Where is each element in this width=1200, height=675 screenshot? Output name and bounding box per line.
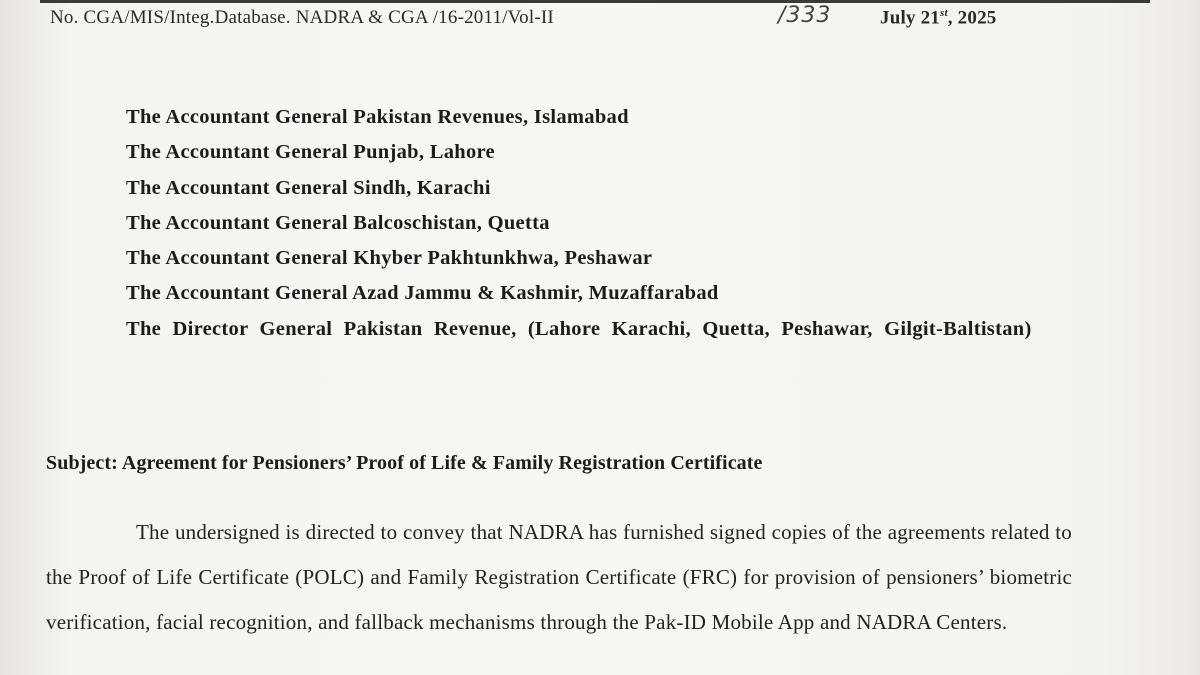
date-year: , 2025 bbox=[947, 7, 997, 29]
top-rule bbox=[40, 0, 1150, 3]
date-month: July bbox=[880, 7, 916, 29]
addressee-item: The Accountant General Azad Jammu & Kashmir, Muzaffarabad bbox=[126, 282, 719, 305]
addressee-item: The Accountant General Pakistan Revenues, Islamabad bbox=[126, 106, 629, 128]
subject-line: Subject: Agreement for Pensioners’ Proof of Life & Family Registration Certificate bbox=[46, 452, 763, 474]
handwritten-letter-number: /333 bbox=[778, 3, 832, 28]
addressee-item: The Accountant General Khyber Pakhtunkhwa, Peshawar bbox=[126, 247, 653, 270]
date-day: 21 bbox=[920, 7, 941, 29]
letter-date bbox=[880, 7, 996, 29]
reference-number: No. CGA/MIS/Integ.Database. NADRA & CGA /16-2011/Vol-II bbox=[50, 7, 554, 28]
addressee-list bbox=[126, 100, 1076, 346]
addressee-item: The Accountant General Punjab, Lahore bbox=[126, 141, 495, 164]
date-suffix: st bbox=[940, 7, 948, 19]
reference-line bbox=[50, 3, 1050, 35]
body-paragraph: The undersigned is directed to convey that NADRA has furnished signed copies of the agreements related to the Proof of Life Certificate (POLC) and Family Registration Certificate (FRC) for provision of pensioners’ biometric verification, facial recognition, and fallback mechanisms through the Pak-ID Mobile App and NADRA Centers. bbox=[46, 520, 1072, 634]
addressee-item: The Accountant General Sindh, Karachi bbox=[126, 176, 491, 199]
addressee-item: The Director General Pakistan Revenue, (Lahore Karachi, Quetta, Peshawar, Gilgit-Baltistan) bbox=[126, 317, 1032, 340]
addressee-item: The Accountant General Balcoschistan, Quetta bbox=[126, 211, 550, 234]
